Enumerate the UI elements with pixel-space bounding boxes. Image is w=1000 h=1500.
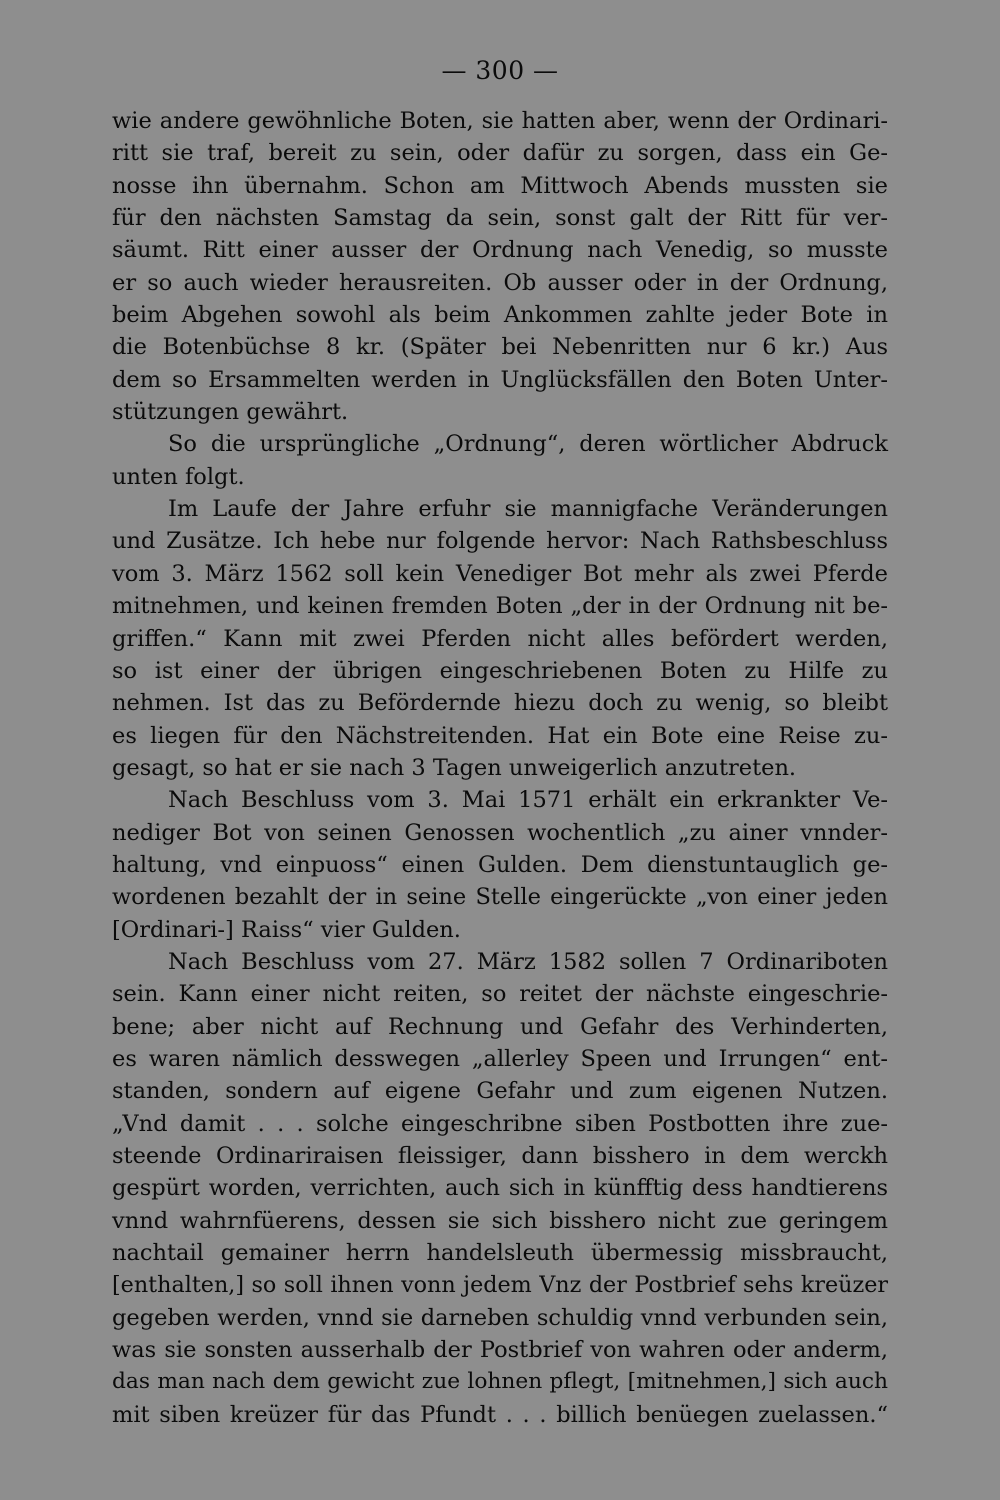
text-line: säumt. Ritt einer ausser der Ordnung nach Venedig, so musste bbox=[112, 237, 888, 264]
text-line: mitnehmen, und keinen fremden Boten „der in der Ordnung nit be- bbox=[112, 593, 888, 620]
text-line: vnnd wahrnfüerens, dessen sie sich bisshero nicht zue geringem bbox=[112, 1207, 888, 1234]
body-text bbox=[112, 105, 888, 1431]
text-line: griffen.“ Kann mit zwei Pferden nicht alles befördert werden, bbox=[112, 625, 888, 652]
text-line: sein. Kann einer nicht reiten, so reitet der nächste eingeschrie- bbox=[112, 981, 888, 1008]
text-line: nediger Bot von seinen Genossen wochentlich „zu ainer vnnder- bbox=[112, 819, 888, 846]
text-line: [enthalten,] so soll ihnen vonn jedem Vnz der Postbrief sehs kreüzer bbox=[112, 1272, 888, 1299]
text-line: die Botenbüchse 8 kr. (Später bei Nebenritten nur 6 kr.) Aus bbox=[112, 334, 888, 361]
text-line: [Ordinari-] Raiss“ vier Gulden. bbox=[112, 916, 461, 943]
text-line: stützungen gewährt. bbox=[112, 399, 349, 426]
text-line: er so auch wieder herausreiten. Ob ausser oder in der Ordnung, bbox=[112, 269, 888, 296]
text-line: es liegen für den Nächstreitenden. Hat ein Bote eine Reise zu- bbox=[112, 722, 888, 749]
text-line: so ist einer der übrigen eingeschriebenen Boten zu Hilfe zu bbox=[112, 657, 888, 684]
text-line: unten folgt. bbox=[112, 463, 245, 490]
text-line: wie andere gewöhnliche Boten, sie hatten aber, wenn der Ordinari- bbox=[112, 108, 888, 134]
text-line: nachtail gemainer herrn handelsleuth übermessig missbraucht, bbox=[112, 1240, 888, 1267]
text-line: und Zusätze. Ich hebe nur folgende hervor: Nach Rathsbeschluss bbox=[112, 528, 888, 555]
text-line: Im Laufe der Jahre erfuhr sie mannigfache Veränderungen bbox=[168, 496, 888, 523]
text-line: Nach Beschluss vom 3. Mai 1571 erhält ein erkrankter Ve- bbox=[168, 787, 888, 814]
text-line: dem so Ersammelten werden in Unglücksfällen den Boten Unter- bbox=[112, 366, 888, 393]
page-number: — 300 — bbox=[441, 56, 559, 85]
text-line: für den nächsten Samstag da sein, sonst galt der Ritt für ver- bbox=[112, 205, 888, 232]
text-line: gegeben werden, vnnd sie darneben schuldig vnnd verbunden sein, bbox=[112, 1304, 888, 1331]
text-line: bene; aber nicht auf Rechnung und Gefahr des Verhinderten, bbox=[112, 1013, 888, 1040]
text-line: wordenen bezahlt der in seine Stelle eingerückte „von einer jeden bbox=[112, 884, 888, 911]
text-line: ritt sie traf, bereit zu sein, oder dafür zu sorgen, dass ein Ge- bbox=[112, 140, 888, 167]
text-line: haltung, vnd einpuoss“ einen Gulden. Dem dienstuntauglich ge- bbox=[112, 851, 888, 878]
text-line: nehmen. Ist das zu Befördernde hiezu doch zu wenig, so bleibt bbox=[112, 690, 888, 717]
text-line: das man nach dem gewicht zue lohnen pflegt, [mitnehmen,] sich auch bbox=[112, 1369, 888, 1395]
text-line: „Vnd damit . . . solche eingeschribne siben Postbotten ihre zue- bbox=[112, 1110, 888, 1137]
text-line: gespürt worden, verrichten, auch sich in künfftig dess handtierens bbox=[112, 1175, 888, 1202]
text-line: mit siben kreüzer für das Pfundt . . . billich benüegen zuelassen.“ bbox=[112, 1401, 888, 1428]
text-line: standen, sondern auf eigene Gefahr und zum eigenen Nutzen. bbox=[112, 1078, 888, 1105]
text-line: es waren nämlich desswegen „allerley Speen und Irrungen“ ent- bbox=[112, 1045, 888, 1072]
text-line: So die ursprüngliche „Ordnung“, deren wörtlicher Abdruck bbox=[168, 431, 888, 458]
text-line: beim Abgehen sowohl als beim Ankommen zahlte jeder Bote in bbox=[112, 302, 888, 329]
text-line: vom 3. März 1562 soll kein Venediger Bot mehr als zwei Pferde bbox=[112, 560, 888, 587]
text-line: steende Ordinariraisen fleissiger, dann bisshero in dem werckh bbox=[112, 1143, 888, 1169]
text-line: nosse ihn übernahm. Schon am Mittwoch Abends mussten sie bbox=[112, 172, 888, 199]
text-line: gesagt, so hat er sie nach 3 Tagen unweigerlich anzutreten. bbox=[112, 754, 797, 781]
text-line: was sie sonsten ausserhalb der Postbrief von wahren oder anderm, bbox=[112, 1337, 888, 1364]
text-line: Nach Beschluss vom 27. März 1582 sollen 7 Ordinariboten bbox=[168, 948, 888, 975]
